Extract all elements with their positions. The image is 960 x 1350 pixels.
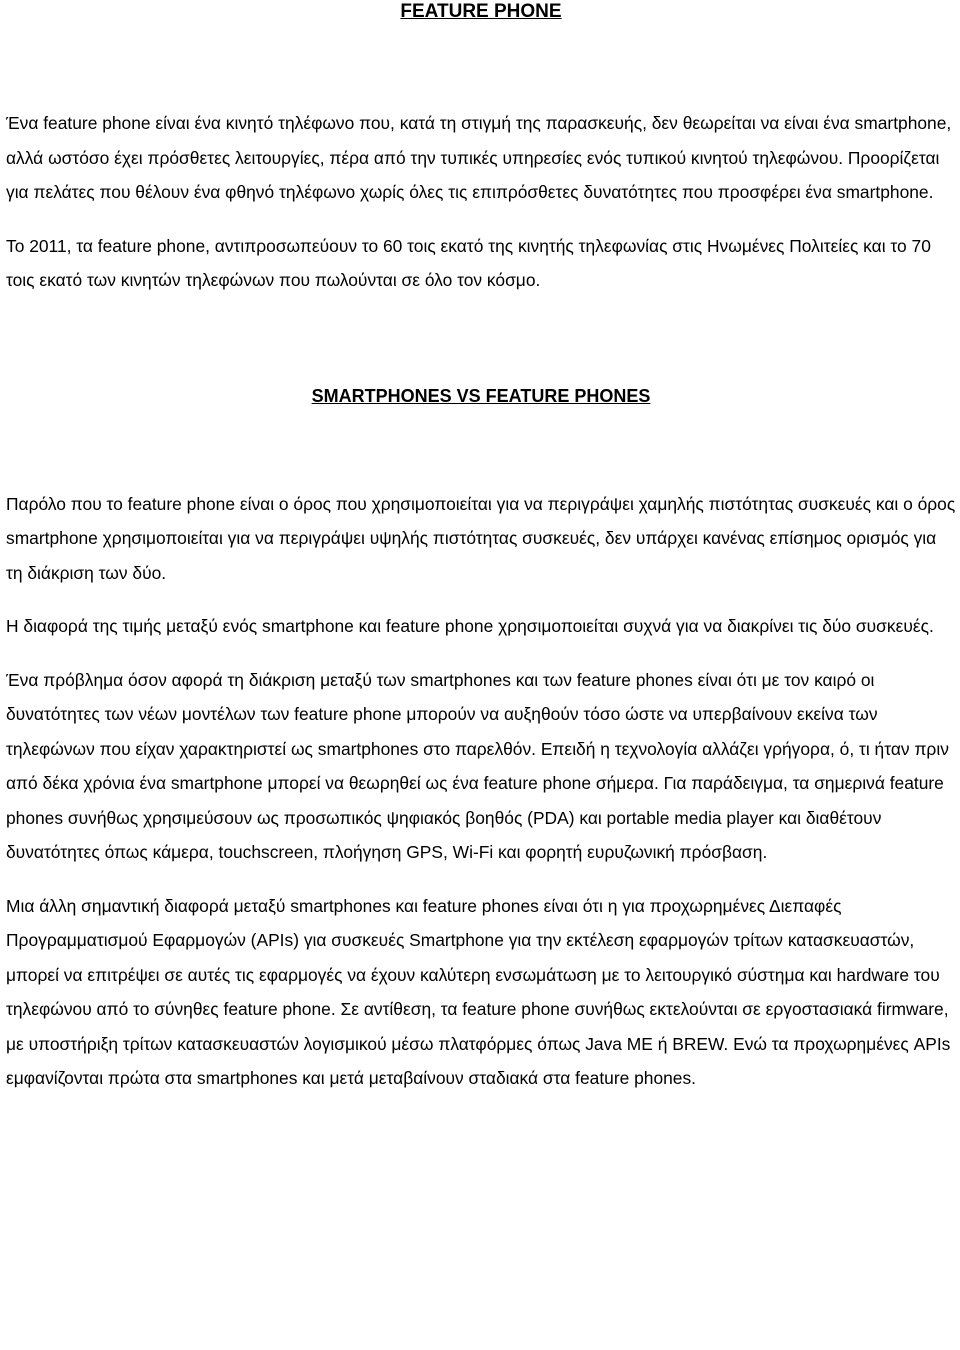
section-paragraph-1: Παρόλο που το feature phone είναι ο όρος που χρησιμοποιείται για να περιγράψει χαμηλής πιστότητας συσκευές και ο όρος smartphone χρησιμοποιείται για να περιγράψει υψηλής πιστότητας συσκευές, δεν υπάρχει κανένας επίσημος ορισμός για τη διάκριση των δύο. — [6, 493, 956, 583]
section-paragraph-2: Η διαφορά της τιμής μεταξύ ενός smartphone και feature phone χρησιμοποιείται συχνά για να διακρίνει τις δύο συσκευές. — [6, 616, 934, 636]
intro-paragraph-1: Ένα feature phone είναι ένα κινητό τηλέφωνο που, κατά τη στιγμή της παρασκευής, δεν θεωρείται να είναι ένα smartphone, αλλά ωστόσο έχει πρόσθετες λειτουργίες, πέρα από την τυπικές υπηρεσίες ενός τυπικού κινητού τηλεφώνου. Προορίζεται για πελάτες που θέλουν ένα φθηνό τηλέφωνο χωρίς όλες τις επιπρόσθετες δυνατότητες που προσφέρει ένα smartphone. — [6, 113, 952, 202]
section-paragraph-3: Ένα πρόβλημα όσον αφορά τη διάκριση μεταξύ των smartphones και των feature phones είναι ότι με τον καιρό οι δυνατότητες των νέων μοντέλων των feature phone μπορούν να αυξηθούν τόσο ώστε να υπερβαίνουν εκείνα των τηλεφώνων που είχαν χαρακτηριστεί ως smartphones στο παρελθόν. Επειδή η τεχνολογία αλλάζει γρήγορα, ό, τι ήταν πριν από δέκα χρόνια ένα smartphone μπορεί να θεωρηθεί ως ένα feature phone σήμερα. Για παράδειγμα, τα σημερινά feature phones συνήθως χρησιμεύσουν ως προσωπικός ψηφιακός βοηθός (PDA) και portable media player και διαθέτουν δυνατότητες όπως κάμερα, touchscreen, πλοήγηση GPS, Wi-Fi και φορητή ευρυζωνική πρόσβαση. — [6, 669, 949, 862]
intro-paragraph-2: Το 2011, τα feature phone, αντιπροσωπεύουν το 60 τοις εκατό της κινητής τηλεφωνίας στις Ηνωμένες Πολιτείες και το 70 τοις εκατό των κινητών τηλεφώνων που πωλούνται σε όλο τον κόσμο. — [6, 235, 931, 290]
section-heading: SMARTPHONES VS FEATURE PHONES — [311, 385, 651, 406]
document-page — [6, 0, 956, 1096]
section-paragraph-4: Μια άλλη σημαντική διαφορά μεταξύ smartphones και feature phones είναι ότι η για προχωρημένες Διεπαφές Προγραμματισμού Εφαρμογών (APIs) για συσκευές Smartphone για την εκτέλεση εφαρμογών τρίτων κατασκευαστών, μπορεί να επιτρέψει σε αυτές τις εφαρμογές να έχουν καλύτερη ενσωμάτωση με το λειτουργικό σύστημα και hardware του τηλεφώνου από το σύνηθες feature phone. Σε αντίθεση, τα feature phone συνήθως εκτελούνται σε εργοστασιακά firmware, με υποστήριξη τρίτων κατασκευαστών λογισμικού μέσω πλατφόρμες όπως Java ME ή BREW. Ενώ τα προχωρημένες APIs εμφανίζονται πρώτα στα smartphones και μετά μεταβαίνουν σταδιακά στα feature phones. — [6, 895, 951, 1088]
document-title: FEATURE PHONE — [400, 1, 562, 22]
